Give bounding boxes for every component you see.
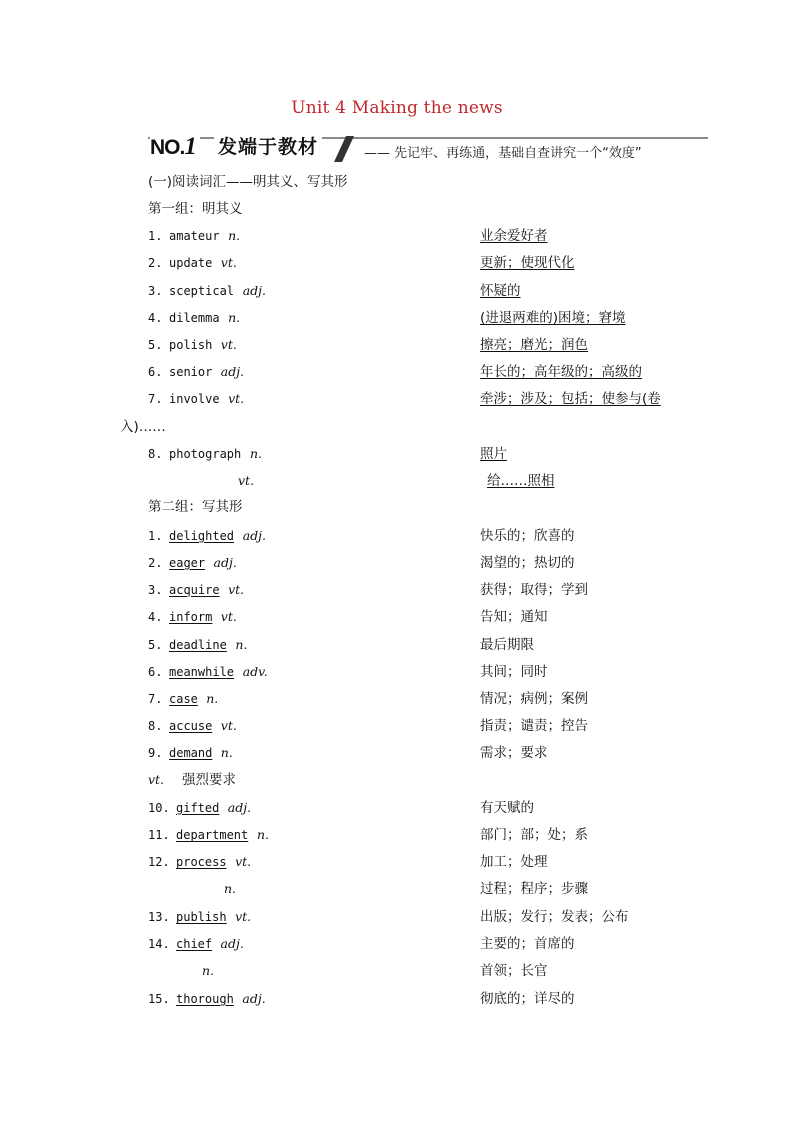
entry-pos: n. [228,310,241,325]
entry-pos-secondary: vt. [148,772,165,787]
slash-decoration-icon [334,136,354,162]
entry-number: 4. [148,311,163,325]
entry-pos: n. [235,637,248,652]
entry-word: update [169,256,213,270]
entry-meaning-secondary: 给……照相 [487,473,555,489]
entry-meaning: 怀疑的 [480,283,521,299]
entry-number: 2. [148,256,163,270]
entry-word: department [176,828,249,842]
entry-pos: n. [220,745,233,760]
entry-number: 11. [148,828,170,842]
entry-pos-secondary: n. [224,881,237,896]
group2-title: 第二组：写其形 [148,499,243,515]
entry-word: senior [169,365,213,379]
entry-meaning-continued: 入)…… [120,419,166,435]
entry-pos: vt. [220,609,237,624]
entry-meaning: 有天赋的 [480,800,534,816]
entry-pos: vt. [235,909,252,924]
entry-number: 14. [148,937,170,951]
entry-word: accuse [169,719,213,733]
entry-number: 8. [148,447,163,461]
entry-meaning: 其间；同时 [480,664,548,680]
banner-number [150,133,200,161]
entry-word: dilemma [169,311,220,325]
entry-pos: adj. [213,555,237,570]
entry-pos: n. [228,228,241,243]
entry-meaning: 出版；发行；发表；公布 [480,909,629,925]
entry-word: process [176,855,227,869]
entry-word: thorough [176,992,234,1006]
entry-pos: n. [250,446,263,461]
entry-pos: n. [257,827,270,842]
entry-word: acquire [169,583,220,597]
entry-pos-secondary: vt. [238,473,255,488]
entry-pos: n. [206,691,219,706]
entry-word: amateur [169,229,220,243]
entry-word: deadline [169,638,227,652]
entry-number: 3. [148,583,163,597]
entry-pos: vt. [235,854,252,869]
entry-pos-secondary: n. [202,963,215,978]
entry-meaning: 快乐的；欣喜的 [480,528,575,544]
entry-meaning: 更新；使现代化 [480,255,575,271]
entry-word: sceptical [169,284,235,298]
entry-meaning: 告知；通知 [480,609,548,625]
entry-meaning: 擦亮；磨光；润色 [480,337,588,353]
entry-pos: adj. [242,283,266,298]
entry-number: 1. [148,529,163,543]
banner-no-digit: 1 [184,133,196,160]
entry-pos: adj. [220,936,244,951]
entry-meaning: 情况；病例；案例 [480,691,588,707]
entry-word: photograph [169,447,242,461]
entry-number: 6. [148,365,163,379]
entry-word: chief [176,937,213,951]
entry-meaning: 渴望的；热切的 [480,555,575,571]
entry-number: 9. [148,746,163,760]
entry-number: 7. [148,392,163,406]
entry-meaning: 指责；谴责；控告 [480,718,588,734]
entry-number: 8. [148,719,163,733]
entry-word: inform [169,610,213,624]
group1-title: 第一组：明其义 [148,201,243,217]
entry-number: 7. [148,692,163,706]
entry-meaning: 彻底的；详尽的 [480,991,575,1007]
entry-meaning-secondary: 首领；长官 [480,963,548,979]
entry-number: 12. [148,855,170,869]
entry-word: eager [169,556,206,570]
entry-pos: vt. [228,582,245,597]
entry-number: 5. [148,338,163,352]
entry-meaning: 加工；处理 [480,854,548,870]
entry-number: 13. [148,910,170,924]
entry-meaning: 牵涉；涉及；包括；使参与(卷 [480,391,661,407]
entry-meaning: 业余爱好者 [480,228,548,244]
entry-pos: vt. [220,718,237,733]
entry-word: publish [176,910,227,924]
entry-meaning: (进退两难的)困境；窘境 [480,310,626,326]
entry-pos: adv. [242,664,268,679]
banner-subtitle: —— 先记牢、再练通，基础自查讲究一个“效度” [364,142,642,161]
entry-number: 2. [148,556,163,570]
entry-number: 10. [148,801,170,815]
entry-pos: adj. [220,364,245,379]
entry-pos: vt. [220,337,237,352]
entry-meaning: 获得；取得；学到 [480,582,588,598]
entry-number: 4. [148,610,163,624]
entry-number: 15. [148,992,170,1006]
entry-word: gifted [176,801,220,815]
entry-word: meanwhile [169,665,235,679]
entry-number: 1. [148,229,163,243]
entry-word: polish [169,338,213,352]
entry-word: delighted [169,529,235,543]
banner-no-label: NO. [150,136,185,159]
entry-meaning: 照片 [480,446,507,462]
entry-number: 6. [148,665,163,679]
entry-meaning: 主要的；首席的 [480,936,575,952]
entry-number: 5. [148,638,163,652]
entry-pos: vt. [228,391,245,406]
entry-meaning: 部门；部；处；系 [480,827,588,843]
entry-meaning: 最后期限 [480,637,534,653]
section-heading: (一)阅读词汇——明其义、写其形 [148,174,348,190]
section-banner [148,130,708,160]
entry-pos: adj. [227,800,252,815]
entry-pos: adj. [242,991,266,1006]
entry-meaning-secondary: 强烈要求 [182,772,236,788]
entry-meaning: 年长的；高年级的；高级的 [480,364,642,380]
entry-word: case [169,692,198,706]
entry-meaning-secondary: 过程；程序；步骤 [480,881,588,897]
entry-pos: adj. [242,528,266,543]
entry-meaning: 需求；要求 [480,745,548,761]
entry-number: 3. [148,284,163,298]
entry-pos: vt. [220,255,237,270]
entry-word: demand [169,746,213,760]
banner-heading: 发端于教材 [214,132,322,159]
page-title: Unit 4 Making the news [291,98,503,118]
entry-word: involve [169,392,220,406]
